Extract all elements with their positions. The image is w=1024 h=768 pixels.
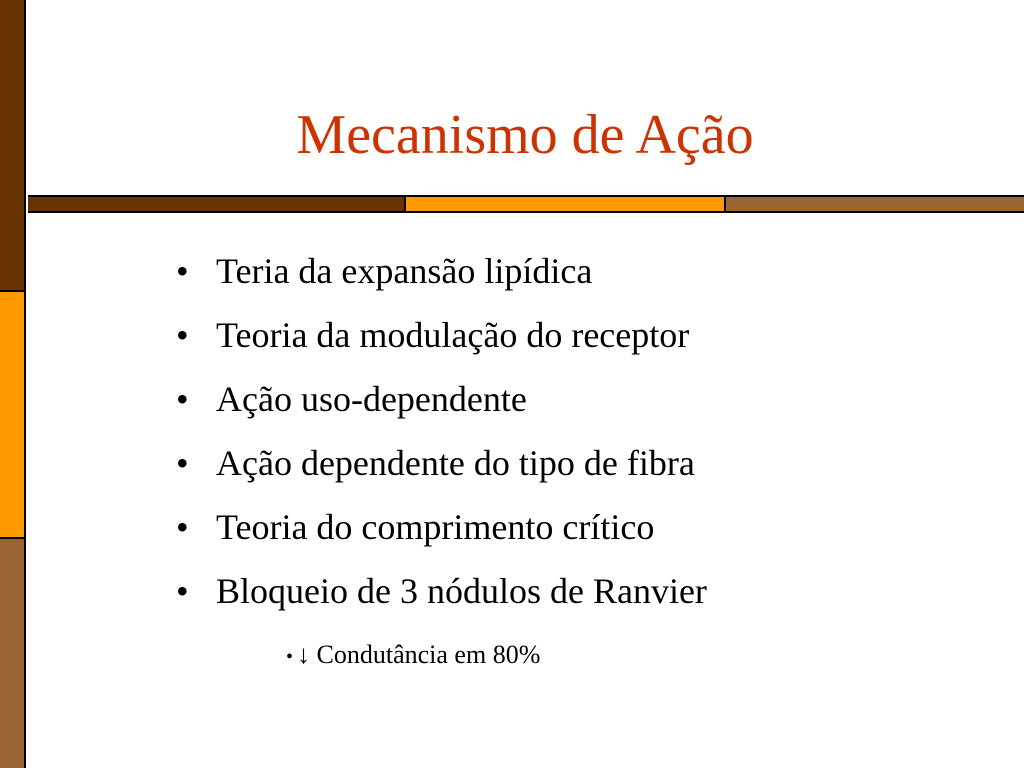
bullet-text: Teoria da modulação do receptor bbox=[216, 315, 690, 355]
left-bar-light-segment bbox=[0, 537, 26, 768]
list-item bbox=[176, 378, 707, 421]
list-item bbox=[176, 442, 707, 485]
bullet-text: Teoria do comprimento crítico bbox=[216, 507, 655, 547]
slide-title: Mecanismo de Ação bbox=[296, 104, 754, 166]
divider-orange-segment bbox=[404, 197, 724, 211]
bullet-icon: • bbox=[176, 315, 189, 355]
sub-bullet-icon: • bbox=[286, 646, 294, 668]
divider-dark-segment bbox=[28, 197, 404, 211]
bullet-icon: • bbox=[176, 379, 189, 419]
bullet-icon: • bbox=[176, 251, 189, 291]
sub-bullet bbox=[286, 640, 540, 672]
list-item bbox=[176, 570, 707, 613]
bullet-icon: • bbox=[176, 571, 189, 611]
title-divider bbox=[28, 195, 1024, 213]
bullet-text: Teria da expansão lipídica bbox=[216, 251, 593, 291]
bullet-list bbox=[176, 250, 707, 634]
bullet-text: Bloqueio de 3 nódulos de Ranvier bbox=[216, 571, 707, 611]
left-bar-orange-segment bbox=[0, 290, 26, 537]
divider-light-segment bbox=[724, 197, 1024, 211]
sub-bullet-text: ↓ Condutância em 80% bbox=[297, 640, 541, 669]
bullet-text: Ação uso-dependente bbox=[216, 379, 527, 419]
list-item bbox=[176, 506, 707, 549]
bullet-text: Ação dependente do tipo de fibra bbox=[216, 443, 695, 483]
bullet-icon: • bbox=[176, 507, 189, 547]
left-bar-dark-segment bbox=[0, 0, 26, 290]
list-item bbox=[176, 314, 707, 357]
list-item bbox=[176, 250, 707, 293]
bullet-icon: • bbox=[176, 443, 189, 483]
